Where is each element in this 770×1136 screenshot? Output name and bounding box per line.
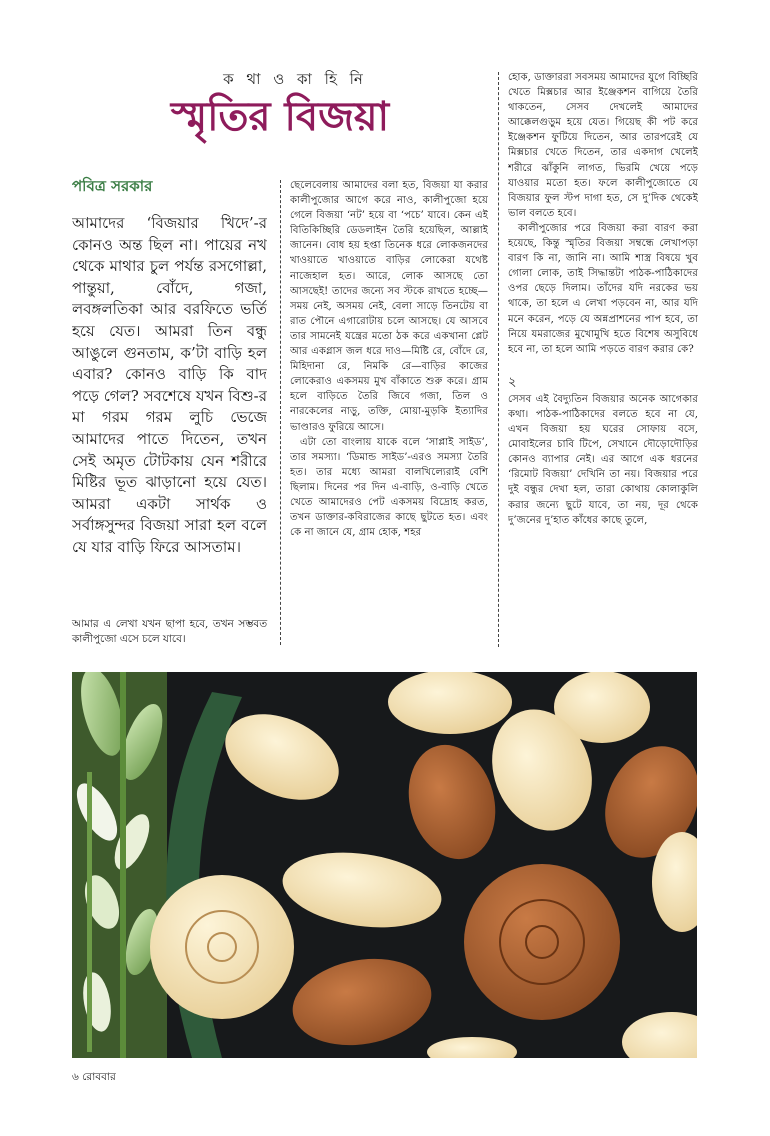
article-column-2 [290, 178, 488, 648]
lead-paragraph: আমাদের ‘বিজয়ার খিদে’-র কোনও অন্ত ছিল না। পায়ের নখ থেকে মাথার চুল পর্যন্ত রসগোল্লা, পান্তুয়া, বোঁদে, গজা, লবঙ্গলতিকা আর বরফিতে ভর্তি হয়ে যেত। আমরা তিন বন্ধু আঙুলে গুনতাম, ক’টা বাড়ি হল এবার? কোনও বাড়ি কি বাদ পড়ে গেল? সবশেষে যখন বিশু-র মা গরম গরম লুচি ভেজে আমাদের পাতে দিতেন, তখন সেই অমৃত টোটকায় যেন শরীরে মিষ্টির ভূত ঝাড়ানো হয়ে যেত। আমরা একটা সার্থক ও সর্বাঙ্গসুন্দর বিজয়া সারা হল বলে যে যার বাড়ি ফিরে আসতাম। [72, 214, 267, 556]
body-paragraph: হোক, ডাক্তাররা সবসময় আমাদের যুগে বিচ্ছিরি খেতে মিক্সচার আর ইঞ্জেকশন বাগিয়ে তৈরি থাকতেন, সেসব দেখলেই আমাদের আক্কেলগুড়ুম হয়ে যেত। গিয়েছ কী পট করে ইঞ্জেকশন ফুটিয়ে দিতেন, আর তারপরেই যে মিক্সচার খেতে দিতেন, তার একদাগ খেলেই শরীরে ঝাঁকুনি লাগত, ভিরমি খেয়ে পড়ে যাওয়ার মতো হত। ফলে কালীপুজোতে যে বিজয়ার ফুল স্টপ দাগা হত, সে দু’দিক থেকেই ভাল বলতে হবে। [508, 72, 698, 219]
section-kicker: ক থা ও কা হি নি [223, 70, 367, 88]
article-title: স্মৃতির বিজয়া [170, 93, 390, 140]
sandesh-illustration [72, 672, 697, 1058]
publication-name: রোববার [82, 1071, 116, 1083]
article-column-3 [508, 70, 698, 650]
body-paragraph: ছেলেবেলায় আমাদের বলা হত, বিজয়া যা করার কালীপুজোর আগে করে নাও, কালীপুজো হয়ে গেলে বিজয়া ‘নট’ হয়ে বা ‘পচে’ যাবে। কেন এই বিতিকিচ্ছিরি ডেডলাইন তৈরি হয়েছিল, আল্লাই জানেন। বোধ হয় হপ্তা তিনেক ধরে লোকজনদের খাওয়াতে খাওয়াতে বাড়ির লোকেরা যথেষ্ট নাজেহাল হত। আরে, লোক আসছে তো আসছেই! তাদের জন্যে সব স্টকে রাখতে হচ্ছে—সময় নেই, অসময় নেই, বেলা সাড়ে তিনটেয় বা রাত পৌনে এগারোটায় চলে আসছে। যে আসবে তার সামনেই যন্ত্রের মতো ঠক করে একখানা প্লেট আর একগ্লাস জল ধরে দাও—মিষ্টি রে, বোঁদে রে, মিহিদানা রে, নিমকি রে—বাড়ির কাজের লোকেরাও একসময় মুখ বাঁকাতে শুরু করে। গ্রাম হলে বাড়িতে তৈরি জিবে গজা, তিল ও নারকেলের নাড়ু, তক্তি, মোয়া-মুড়কি ইত্যাদির ভাণ্ডারও ফুরিয়ে আসে। [290, 180, 488, 433]
column1-tail-paragraph: আমার এ লেখা যখন ছাপা হবে, তখন সম্ভবত কালীপুজো এসে চলে যাবে। [72, 618, 267, 645]
author-byline: পবিত্র সরকার [72, 177, 153, 195]
section-number: ২ [508, 374, 517, 390]
column-divider-2 [498, 72, 499, 647]
body-paragraph: সেসব এই বৈদ্যুতিন বিজয়ার অনেক আগেকার কথা। পাঠক-পাঠিকাদের বলতে হবে না যে, এখন বিজয়া হয় ঘরের সোফায় বসে, মোবাইলের চাবি টিপে, সেখানে দৌড়োদৌড়ির কোনও ব্যাপার নেই। এর আগে এক ধরনের ‘রিমোট বিজয়া’ দেখিনি তা নয়। বিজয়ার পরে দুই বন্ধুর দেখা হল, তারা কোথায় কোলাকুলি করার জন্যে ছুটে যাবে, তা নয়, দূর থেকে দু’জনের দু’হাত কাঁধের কাছে তুলে, [508, 393, 698, 526]
body-paragraph: কালীপুজোর পরে বিজয়া করা বারণ করা হয়েছে, কিন্তু স্মৃতির বিজয়া সম্বন্ধে লেখাপড়া বারণ কি না, জানি না। আমি শাস্ত্র বিষয়ে খুব গোলা লোক, তাই সিদ্ধান্তটা পাঠক-পাঠিকাদের ওপর ছেড়ে দিলাম। তাঁদের যদি নরকের ভয় থাকে, তা হলে এ লেখা পড়বেন না, আর যদি মনে করেন, পড়ে যে অন্নপ্রাশনের পাপ হবে, তা নিয়ে যমরাজের মুখোমুখি হতে বিশেষ অসুবিধে হবে না, তা হলে আমি পড়তে বারণ করার কে? [508, 222, 698, 355]
sweets-photo [72, 672, 697, 1058]
page-number: ৬ [72, 1071, 79, 1083]
column-divider-1 [280, 180, 281, 645]
page-footer [72, 1070, 116, 1087]
body-paragraph: এটা তো বাংলায় যাকে বলে ‘সাপ্লাই সাইড’, তার সমস্যা। ‘ডিমান্ড সাইড’-এরও সমস্যা তৈরি হত। তার মধ্যে আমরা বালখিল্যেরাই বেশি ছিলাম। দিনের পর দিন এ-বাড়ি, ও-বাড়ি খেতে খেতে আমাদেরও পেট একসময় বিদ্রোহ করত, তখন ডাক্তার-কবিরাজের কাছে ছুটতে হত। এবং কে না জানে যে, গ্রাম হোক, শহর [290, 436, 488, 539]
